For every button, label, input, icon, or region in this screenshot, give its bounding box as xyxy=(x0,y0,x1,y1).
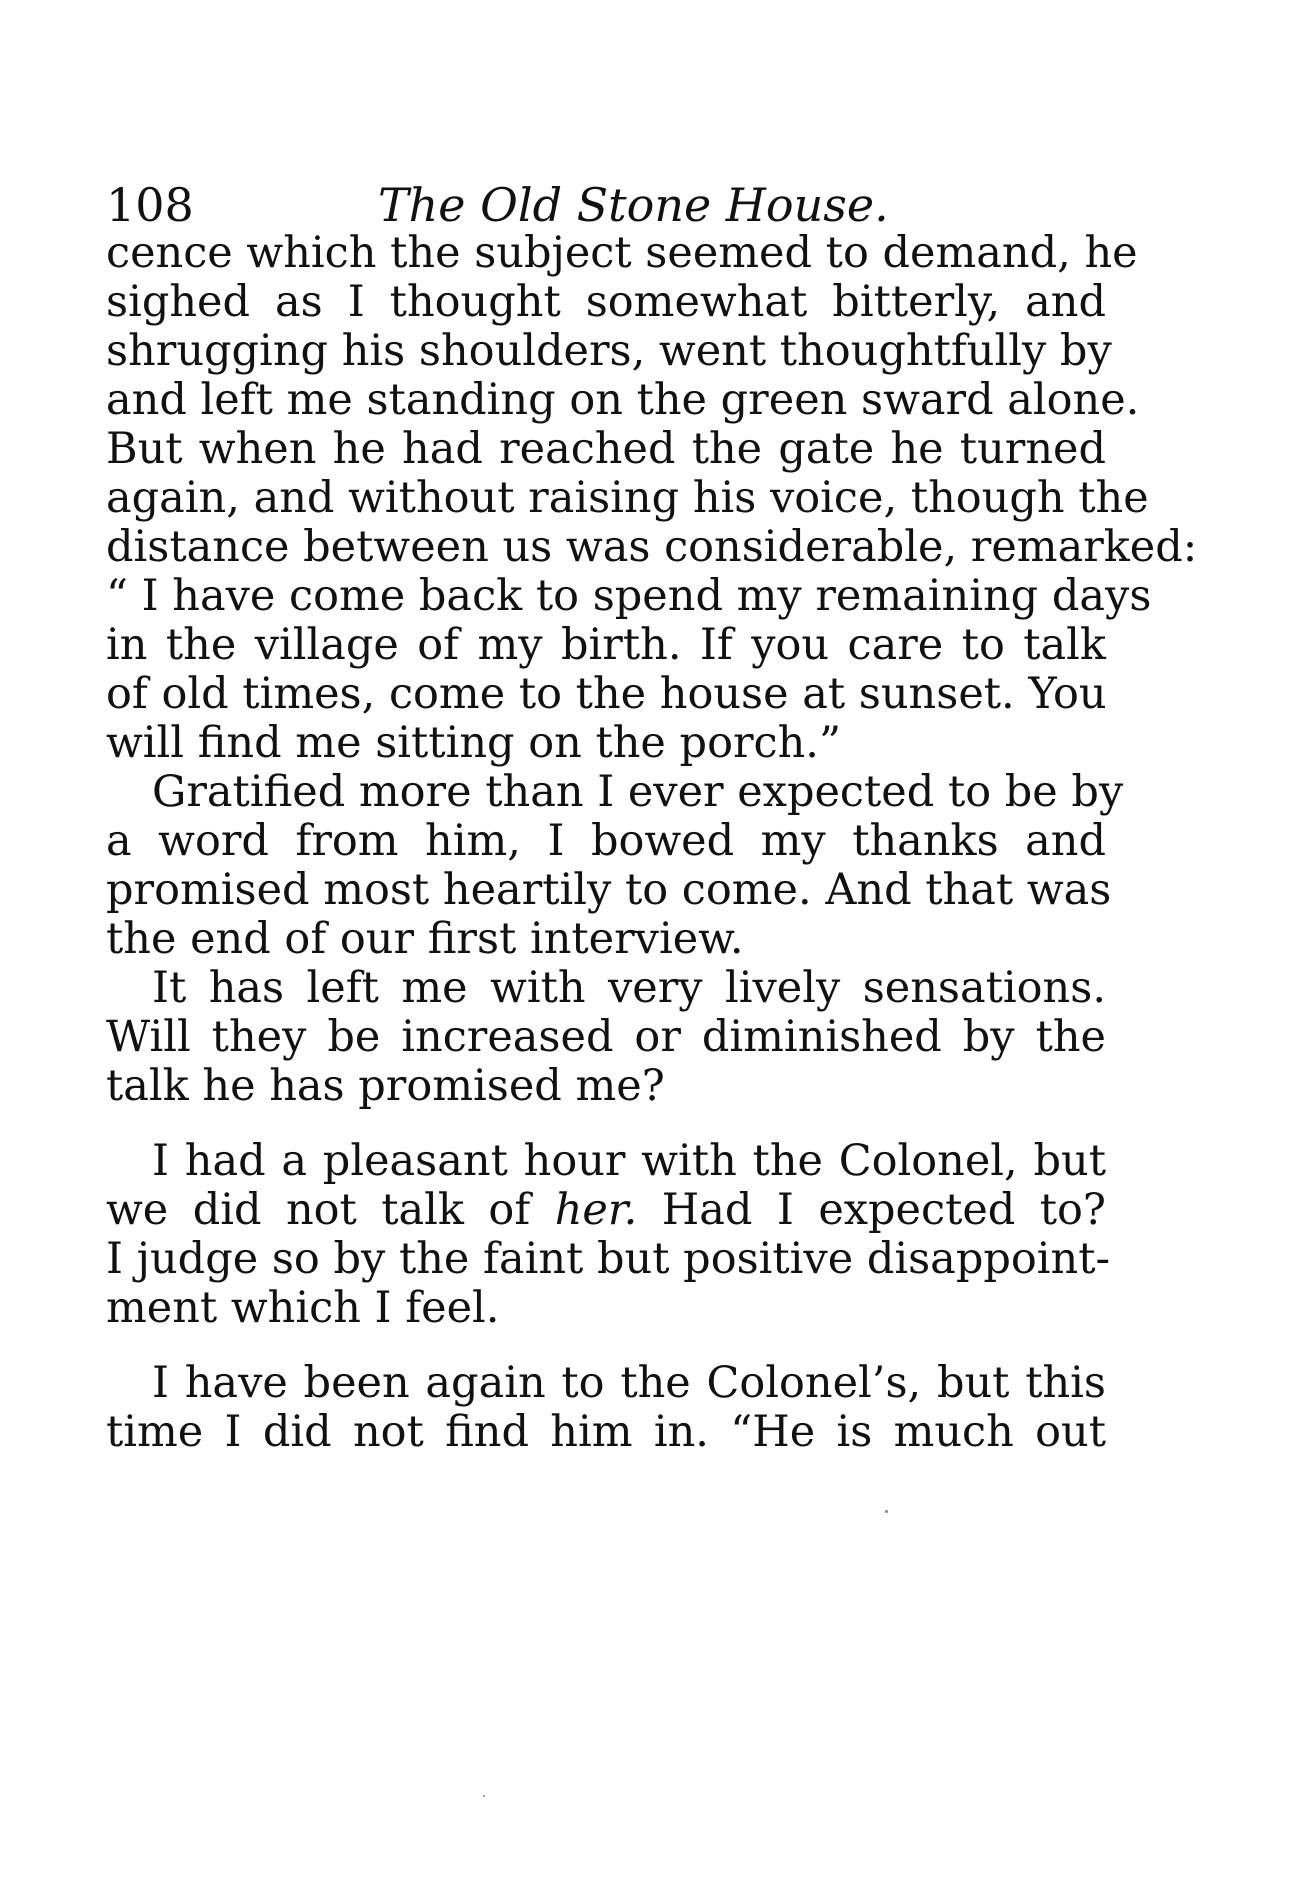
italic-word: her. xyxy=(554,1185,638,1235)
text-line: again, and without raising his voice, though the xyxy=(106,473,1149,523)
text-line: the end of our first interview. xyxy=(106,914,744,964)
text-line: cence which the subject seemed to demand, he xyxy=(106,228,1138,278)
text-line: distance between us was considerable, remarked: xyxy=(106,522,1198,572)
text-line: in the village of my birth. If you care to talk xyxy=(106,620,1106,670)
text-line: time I did not find him in. “He is much out xyxy=(106,1407,1106,1457)
page-number: 108 xyxy=(106,178,194,232)
text-line: of old times, come to the house at sunset. You xyxy=(106,669,1107,719)
text-line: will find me sitting on the porch.” xyxy=(106,718,841,768)
line-text-after: Had I expected to? xyxy=(637,1185,1106,1235)
text-line: But when he had reached the gate he turned xyxy=(106,424,1106,474)
text-line: and left me standing on the green sward alone. xyxy=(106,375,1140,425)
text-line: talk he has promised me? xyxy=(106,1061,665,1111)
running-title: The Old Stone House. xyxy=(378,178,889,232)
text-line: It has left me with very lively sensations. xyxy=(152,963,1106,1013)
text-line: I judge so by the faint but positive disappoint- xyxy=(106,1234,1111,1284)
paper-speck xyxy=(483,1795,485,1797)
text-line: I had a pleasant hour with the Colonel, but xyxy=(152,1136,1106,1186)
text-line: Will they be increased or diminished by the xyxy=(106,1012,1106,1062)
paper-speck xyxy=(885,1510,888,1513)
text-line: shrugging his shoulders, went thoughtfully by xyxy=(106,326,1112,376)
text-line: sighed as I thought somewhat bitterly, and xyxy=(106,277,1106,327)
text-line: a word from him, I bowed my thanks and xyxy=(106,816,1106,866)
text-line: “ I have come back to spend my remaining days xyxy=(106,571,1152,621)
text-line: ment which I feel. xyxy=(106,1283,500,1333)
text-line: I have been again to the Colonel’s, but this xyxy=(152,1358,1106,1408)
text-line: Gratified more than I ever expected to be by xyxy=(152,767,1124,817)
text-line: promised most heartily to come. And that was xyxy=(106,865,1112,915)
line-text-before: we did not talk of xyxy=(106,1185,555,1235)
